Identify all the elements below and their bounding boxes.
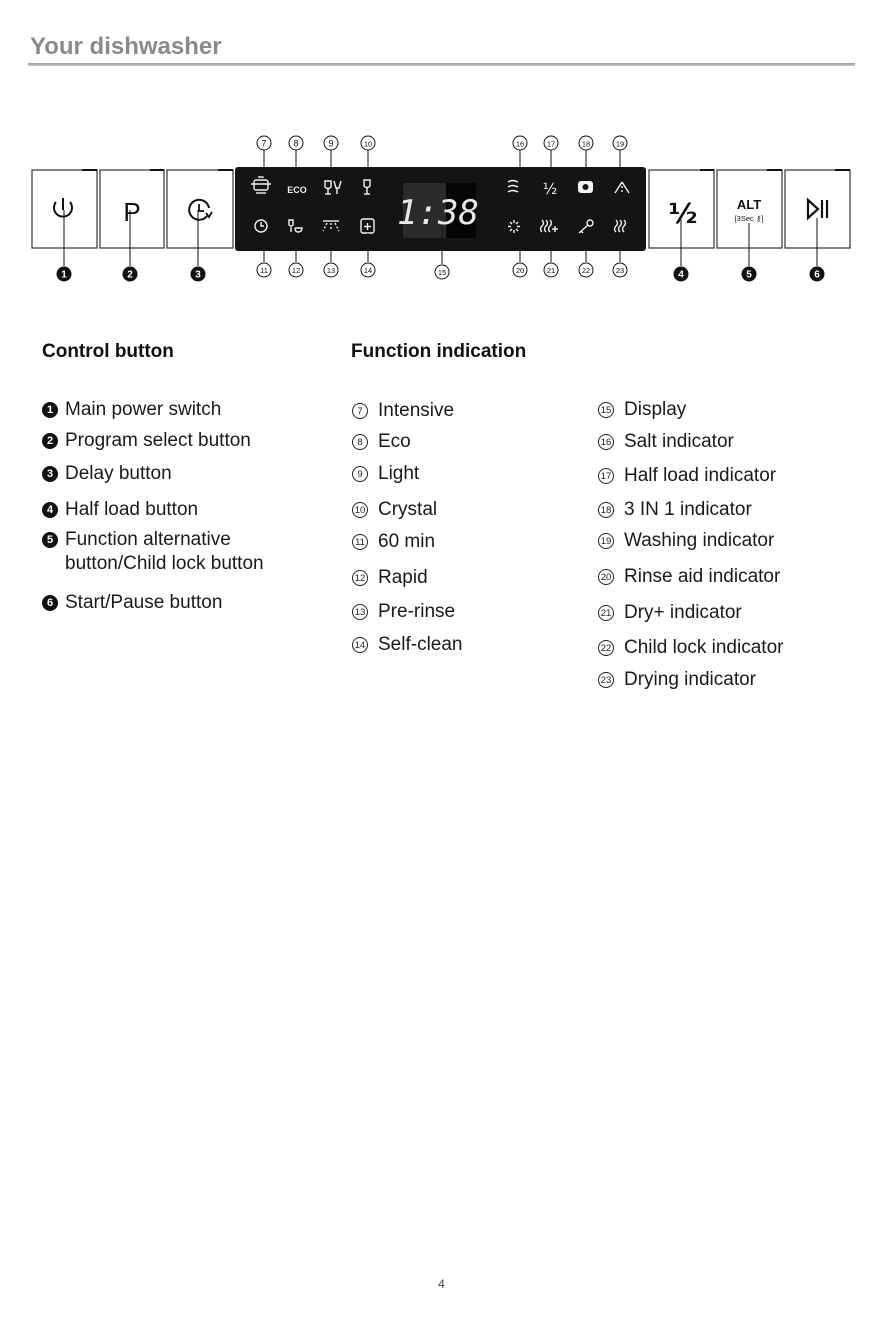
control-panel-diagram (0, 130, 883, 290)
function-item-label: Washing indicator (624, 530, 775, 551)
function-item-16 (598, 430, 734, 454)
program-button (100, 170, 164, 248)
number-badge: 16 (598, 434, 614, 450)
program-p-icon: P (123, 197, 141, 227)
number-badge: 18 (598, 502, 614, 518)
number-badge: 11 (352, 534, 368, 550)
number-badge: 13 (352, 604, 368, 620)
svg-text:1: 1 (61, 269, 67, 281)
function-item-label: Crystal (378, 499, 438, 520)
number-badge: 4 (42, 502, 58, 518)
number-badge: 15 (598, 402, 614, 418)
function-item-label: 60 min (378, 531, 436, 552)
alt-sub-label: [3Sec ⚷] (734, 214, 764, 223)
function-item-11 (352, 530, 435, 554)
svg-text:17: 17 (546, 139, 556, 149)
function-item-20 (598, 565, 780, 589)
function-item-label: Salt indicator (624, 431, 734, 452)
svg-text:5: 5 (746, 269, 752, 281)
alt-label: ALT (736, 197, 762, 212)
control-item-2 (42, 429, 251, 453)
svg-text:12: 12 (291, 266, 301, 275)
page-title: Your dishwasher (30, 33, 222, 60)
number-badge: 9 (352, 466, 368, 482)
svg-text:8: 8 (293, 138, 299, 149)
half-load-indicator-icon: ½ (542, 180, 558, 198)
svg-text:6: 6 (814, 269, 820, 281)
svg-text:22: 22 (581, 266, 591, 275)
svg-text:10: 10 (363, 139, 373, 149)
function-item-15 (598, 398, 686, 422)
function-item-label: Display (624, 399, 687, 420)
number-badge: 3 (42, 466, 58, 482)
number-badge: 1 (42, 402, 58, 418)
control-item-4 (42, 498, 198, 522)
function-item-label: Rinse aid indicator (624, 566, 781, 587)
function-item-13 (352, 600, 455, 624)
function-item-18 (598, 498, 752, 522)
number-badge: 7 (352, 403, 368, 419)
number-badge: 12 (352, 570, 368, 586)
page-number: 4 (438, 1277, 445, 1291)
function-item-17 (598, 464, 776, 488)
svg-text:16: 16 (515, 139, 525, 149)
function-item-label: Eco (378, 431, 411, 452)
function-item-23 (598, 668, 756, 692)
number-badge: 6 (42, 595, 58, 611)
number-badge: 20 (598, 569, 614, 585)
svg-text:18: 18 (581, 139, 591, 149)
number-badge: 23 (598, 672, 614, 688)
svg-text:2: 2 (127, 269, 133, 281)
number-badge: 5 (42, 532, 58, 548)
svg-text:13: 13 (326, 266, 336, 275)
control-item-label: Program select button (65, 430, 251, 451)
three-in-one-icon (578, 181, 593, 193)
control-item-label: Delay button (65, 463, 172, 484)
svg-text:9: 9 (328, 138, 334, 149)
function-item-label: Light (378, 463, 420, 484)
function-item-label: Pre-rinse (378, 601, 456, 622)
svg-text:20: 20 (515, 266, 525, 275)
number-badge: 22 (598, 640, 614, 656)
function-item-14 (352, 633, 463, 657)
svg-text:7: 7 (261, 138, 267, 149)
control-item-label: Main power switch (65, 399, 222, 420)
eco-icon: ECO (287, 185, 307, 195)
control-item-label (65, 528, 264, 576)
function-item-9 (352, 462, 419, 486)
function-item-7 (352, 399, 454, 423)
function-item-22 (598, 636, 783, 660)
control-panel-svg (0, 130, 883, 290)
number-badge: 14 (352, 637, 368, 653)
control-item-label-line2: button/Child lock button (65, 553, 264, 574)
control-item-label: Half load button (65, 499, 199, 520)
svg-text:21: 21 (546, 266, 556, 275)
number-badge: 10 (352, 502, 368, 518)
function-item-10 (352, 498, 437, 522)
function-item-label: Intensive (378, 400, 455, 421)
title-divider (28, 63, 855, 66)
control-item-3 (42, 462, 172, 486)
control-item-label: Start/Pause button (65, 592, 223, 613)
number-badge: 2 (42, 433, 58, 449)
control-item-label-line1: Function alternative (65, 529, 231, 550)
svg-text:14: 14 (363, 266, 373, 275)
function-item-label: Self-clean (378, 634, 463, 655)
function-indication-heading: Function indication (351, 341, 527, 362)
number-badge: 17 (598, 468, 614, 484)
function-item-label: Child lock indicator (624, 637, 784, 658)
function-item-8 (352, 430, 411, 454)
number-badge: 21 (598, 605, 614, 621)
svg-text:3: 3 (195, 269, 201, 281)
function-item-21 (598, 601, 742, 625)
svg-text:11: 11 (260, 266, 268, 275)
svg-text:23: 23 (615, 266, 625, 275)
control-item-5 (42, 528, 264, 576)
number-badge: 8 (352, 434, 368, 450)
number-badge: 19 (598, 533, 614, 549)
control-button-heading: Control button (42, 341, 174, 362)
control-item-1 (42, 398, 221, 422)
svg-text:15: 15 (437, 268, 447, 277)
function-item-label: Rapid (378, 567, 428, 588)
function-item-label: 3 IN 1 indicator (624, 499, 752, 520)
function-item-19 (598, 529, 774, 553)
function-item-label: Half load indicator (624, 465, 777, 486)
function-item-label: Drying indicator (624, 669, 756, 690)
function-item-12 (352, 566, 428, 590)
delay-button (167, 170, 233, 248)
display-digits: 1:38 (397, 193, 479, 233)
control-item-6 (42, 591, 222, 615)
svg-text:19: 19 (615, 139, 625, 149)
half-load-icon: ½ (668, 197, 698, 230)
svg-text:4: 4 (678, 269, 684, 281)
function-item-label: Dry+ indicator (624, 602, 742, 623)
